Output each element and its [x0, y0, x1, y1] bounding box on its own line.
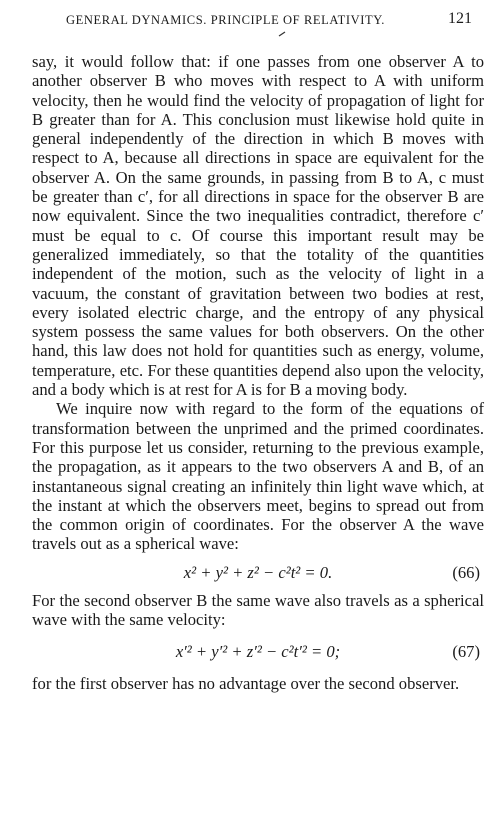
paragraph: say, it would follow that: if one passes from one observer A to another observer B who moves with respect to A with uniform velocity, then he would find the velocity of propagation of light for B greater than for A. This conclusion must likewise hold quite in general independently of the direction in which B moves with respect to A, because all directions in space are equivalent for the observer A. On the same grounds, in passing from B to A, c must be greater than c′, for all directions in space for the observer B are now equivalent. Since the two inequalities contradict, therefore c′ must be equal to c. Of course this important result may be generalized immediately, so that the totality of the quantities independent of the motion, such as the velocity of light in a vacuum, the constant of gravitation between two bodies at rest, every isolated electric charge, and the entropy of any physical system possess the same values for both observers. On the other hand, this law does not hold for quantities such as energy, volume, temperature, etc. For these quantities depend also upon the velocity, and a body which is at rest for A is for B a moving body.	[32, 52, 484, 400]
running-title: GENERAL DYNAMICS. PRINCIPLE OF RELATIVITY.	[66, 13, 385, 27]
equation-expression: x² + y² + z² − c²t² = 0.	[183, 562, 333, 582]
running-head	[0, 8, 500, 32]
equation-67	[32, 629, 484, 674]
equation-expression: x′² + y′² + z′² − c²t′² = 0;	[175, 642, 341, 662]
body-text	[32, 52, 484, 694]
equation-number: (67)	[452, 642, 480, 662]
page-number: 121	[448, 10, 472, 27]
paragraph: For the second observer B the same wave also travels as a spherical wave with the same velocity:	[32, 590, 484, 630]
equation-66	[32, 554, 484, 591]
equation-number: (66)	[452, 562, 480, 582]
paragraph: for the first observer has no advantage over the second observer.	[32, 674, 460, 694]
paragraph: We inquire now with regard to the form of the equations of transformation between the unprimed and the primed coordinates. For this purpose let us consider, returning to the previous example, the propagation, as it appears to the two observers A and B, of an instantaneous signal creating an infinitely thin light wave which, at the instant at which the observers meet, begins to spread out from the common origin of coordinates. For the observer A the wave travels out as a spherical wave:	[32, 399, 484, 554]
printer-mark-icon	[278, 30, 286, 38]
